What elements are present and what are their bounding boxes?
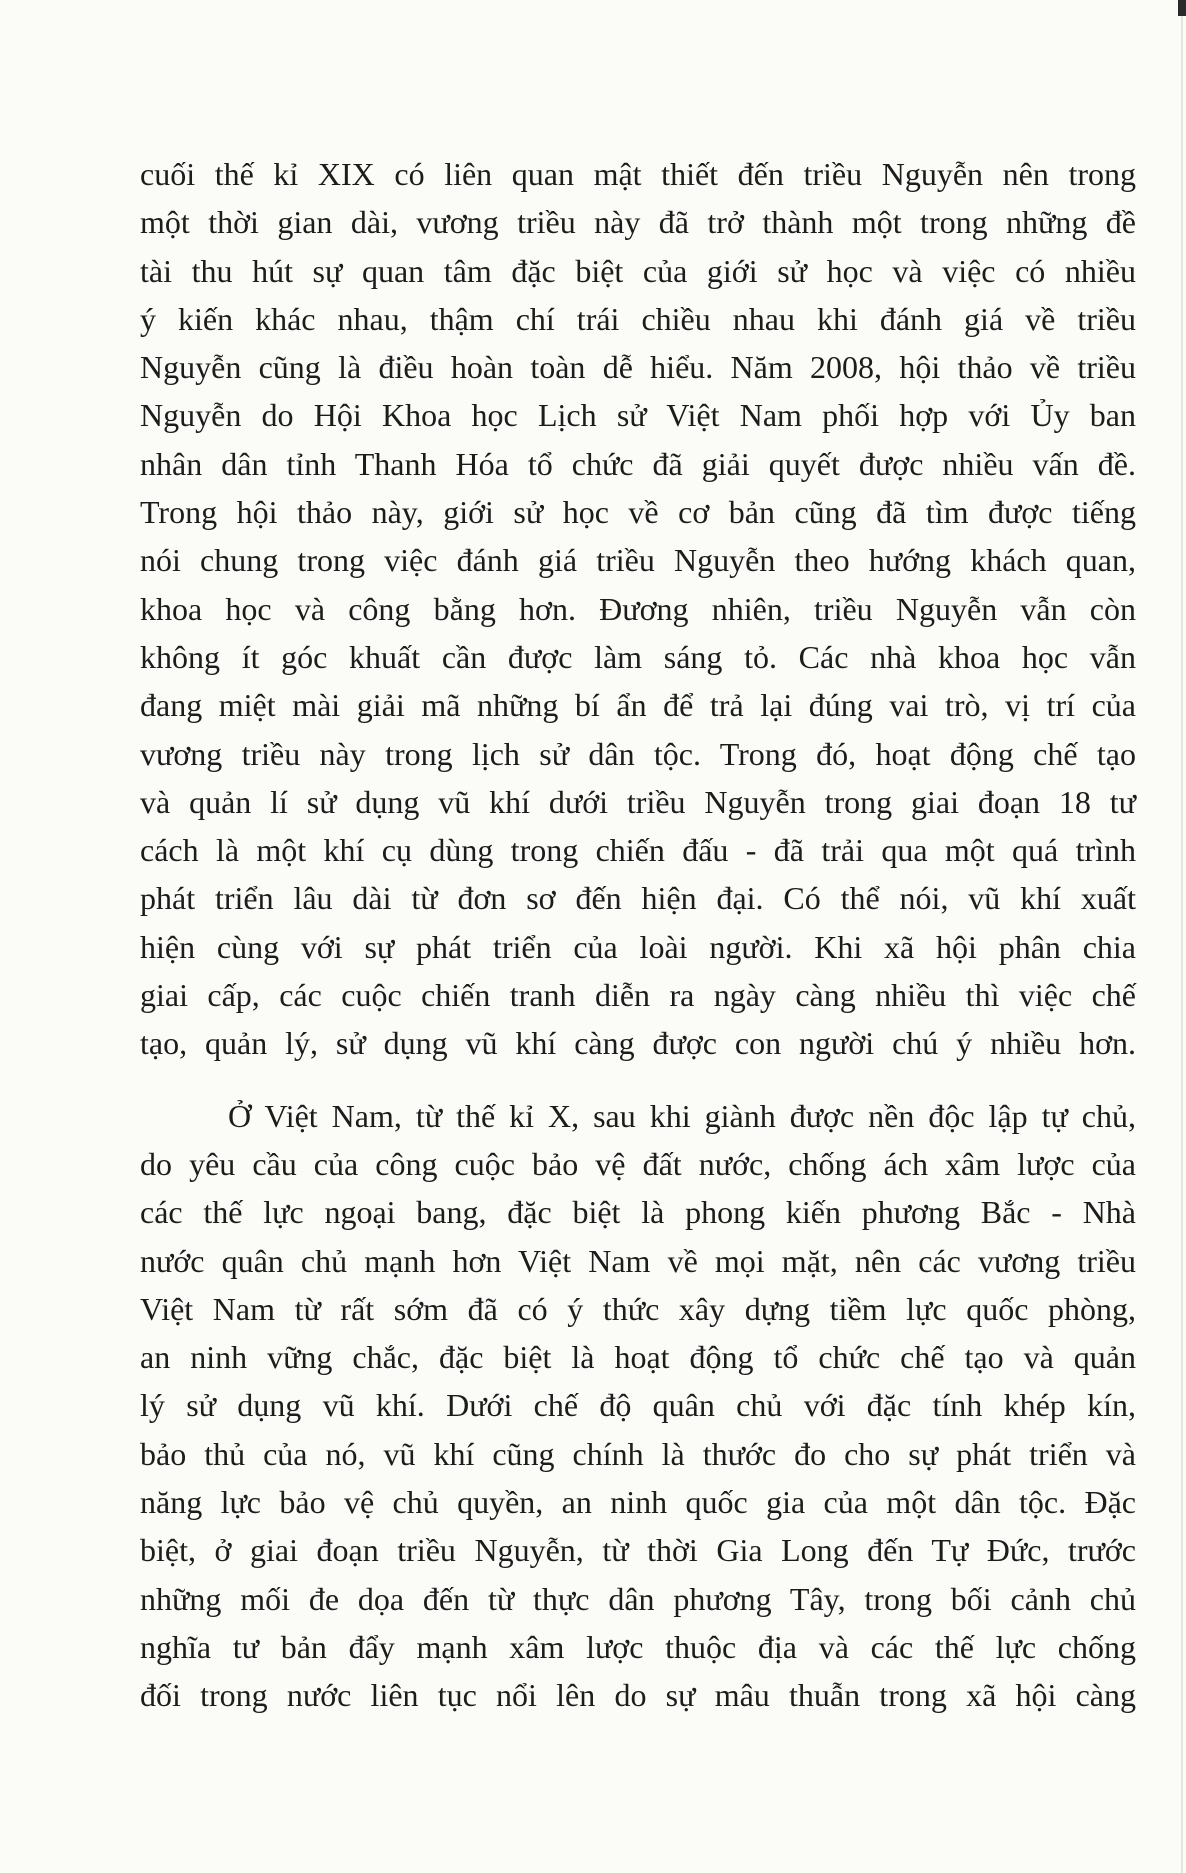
text-line: ý kiến khác nhau, thậm chí trái chiều nhau khi đánh giá về triều (140, 300, 1136, 337)
text-line: vương triều này trong lịch sử dân tộc. Trong đó, hoạt động chế tạo (140, 735, 1136, 772)
text-line: hiện cùng với sự phát triển của loài người. Khi xã hội phân chia (140, 928, 1136, 965)
text-line: khoa học và công bằng hơn. Đương nhiên, triều Nguyễn vẫn còn (140, 590, 1136, 627)
text-line: tạo, quản lý, sử dụng vũ khí càng được con người chú ý nhiều hơn. (140, 1025, 1136, 1062)
text-line: năng lực bảo vệ chủ quyền, an ninh quốc gia của một dân tộc. Đặc (140, 1484, 1136, 1521)
paragraph-1 (140, 150, 1136, 1068)
page-edge-line (1181, 0, 1183, 1873)
text-line: không ít góc khuất cần được làm sáng tỏ. Các nhà khoa học vẫn (140, 638, 1136, 675)
text-line: cuối thế kỉ XIX có liên quan mật thiết đến triều Nguyễn nên trong (140, 156, 1136, 192)
body-text (140, 150, 1136, 1720)
paragraph-2 (140, 1092, 1136, 1720)
text-line: đang miệt mài giải mã những bí ẩn để trả lại đúng vai trò, vị trí của (140, 687, 1136, 724)
text-line: Việt Nam từ rất sớm đã có ý thức xây dựng tiềm lực quốc phòng, (140, 1290, 1136, 1327)
text-line: Nguyễn cũng là điều hoàn toàn dễ hiểu. Năm 2008, hội thảo về triều (140, 349, 1136, 386)
text-line: Ở Việt Nam, từ thế kỉ X, sau khi giành được nền độc lập tự chủ, (228, 1097, 1136, 1134)
text-line: các thế lực ngoại bang, đặc biệt là phong kiến phương Bắc - Nhà (140, 1194, 1136, 1231)
text-line: tài thu hút sự quan tâm đặc biệt của giới sử học và việc có nhiều (140, 252, 1136, 289)
text-line: lý sử dụng vũ khí. Dưới chế độ quân chủ với đặc tính khép kín, (140, 1387, 1136, 1424)
scan-edge-mark (1178, 0, 1186, 16)
text-line: do yêu cầu của công cuộc bảo vệ đất nước, chống ách xâm lược của (140, 1145, 1136, 1182)
text-line: nói chung trong việc đánh giá triều Nguyễn theo hướng khách quan, (140, 542, 1136, 579)
text-line: nhân dân tỉnh Thanh Hóa tổ chức đã giải quyết được nhiều vấn đề. (140, 445, 1136, 482)
text-line: Trong hội thảo này, giới sử học về cơ bản cũng đã tìm được tiếng (140, 494, 1136, 531)
text-line: an ninh vững chắc, đặc biệt là hoạt động tổ chức chế tạo và quản (140, 1339, 1136, 1376)
text-line: Nguyễn do Hội Khoa học Lịch sử Việt Nam phối hợp với Ủy ban (140, 397, 1136, 434)
text-line: biệt, ở giai đoạn triều Nguyễn, từ thời Gia Long đến Tự Đức, trước (140, 1532, 1136, 1569)
text-line: nước quân chủ mạnh hơn Việt Nam về mọi mặt, nên các vương triều (140, 1242, 1136, 1279)
text-line: những mối đe dọa đến từ thực dân phương Tây, trong bối cảnh chủ (140, 1580, 1136, 1617)
text-line: cách là một khí cụ dùng trong chiến đấu - đã trải qua một quá trình (140, 832, 1136, 869)
text-line: và quản lí sử dụng vũ khí dưới triều Nguyễn trong giai đoạn 18 tư (140, 783, 1136, 820)
text-line: đối trong nước liên tục nổi lên do sự mâu thuẫn trong xã hội càng (140, 1677, 1136, 1714)
text-line: một thời gian dài, vương triều này đã trở thành một trong những đề (140, 204, 1136, 241)
text-line: nghĩa tư bản đẩy mạnh xâm lược thuộc địa và các thế lực chống (140, 1628, 1136, 1665)
text-line: phát triển lâu dài từ đơn sơ đến hiện đại. Có thể nói, vũ khí xuất (140, 880, 1136, 917)
text-line: bảo thủ của nó, vũ khí cũng chính là thước đo cho sự phát triển và (140, 1435, 1136, 1472)
text-line: giai cấp, các cuộc chiến tranh diễn ra ngày càng nhiều thì việc chế (140, 977, 1136, 1014)
